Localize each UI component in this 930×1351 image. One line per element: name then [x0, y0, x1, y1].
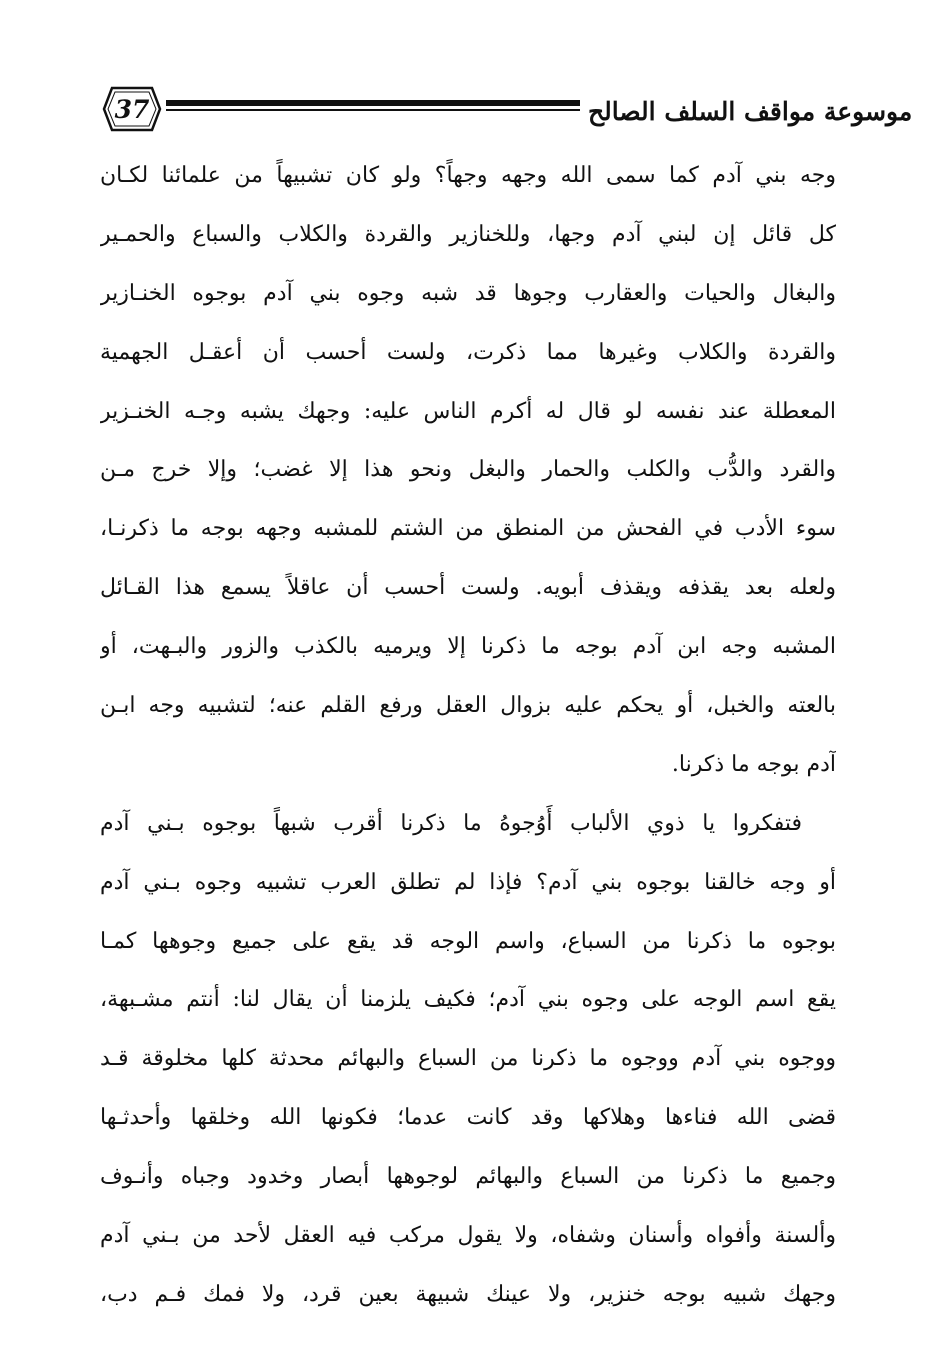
text-line: كل قائل إن لبني آدم وجها، وللخنازير والقردة والكلاب والسباع والحمـير — [100, 221, 836, 247]
body-text — [100, 147, 836, 1325]
text-line: بوجوه ما ذكرنا من السباع، واسم الوجه قد يقع على جميع وجوهها كمـا — [100, 928, 836, 954]
text-line: وجهك شبيه بوجه خنزير، ولا عينك شبيهة بعين قرد، ولا فمك فـم دب، — [100, 1281, 836, 1307]
page-number-badge — [102, 86, 162, 132]
text-line: أو وجه خالقنا بوجوه بني آدم؟ فإذا لم تطلق العرب تشبيه وجوه بـني آدم — [100, 869, 836, 895]
text-line: فتفكروا يا ذوي الألباب أَوُجوهُ ما ذكرنا أقرب شبهاً بوجوه بـني آدم — [100, 810, 802, 836]
text-line: وجميع ما ذكرنا من السباع والبهائم لوجوهها أبصار وخدود وجباه وأنـوف — [100, 1164, 836, 1190]
text-line: وجه بني آدم كما سمى الله وجهه وجهاً؟ ولو كان تشبيهاً من علمائنا لكـان — [100, 163, 836, 188]
paragraph-1 — [100, 147, 836, 795]
text-line: سوء الأدب في الفحش من المنطق من الشتم للمشبه وجهه بوجه ما ذكرنـا، — [100, 516, 836, 542]
text-line: ولعله بعد يقذفه ويقذف أبويه. ولست أحسب أن عاقلاً يسمع هذا القـائل — [100, 575, 836, 601]
text-line: بالعته والخبل، أو يحكم عليه بزوال العقل ورفع القلم عنه؛ لتشبيه وجه ابـن — [100, 693, 836, 719]
text-line: المعطلة عند نفسه لو قال له أكرم الناس عليه: وجهك يشبه وجـه الخنـزير — [100, 398, 836, 424]
text-line: والبغال والحيات والعقارب وجوها قد شبه وجوه بني آدم بوجوه الخنـازير — [100, 280, 836, 306]
paragraph-2 — [100, 795, 836, 1325]
text-line: المشبه وجه ابن آدم بوجه ما ذكرنا إلا ويرميه بالكذب والزور والبـهت، أو — [100, 634, 836, 660]
page-number: 37 — [114, 94, 150, 124]
text-line: والقرد والدُّب والكلب والحمار والبغل ونحو هذا إلا غضب؛ وإلا خرج مـن — [100, 457, 836, 483]
text-line: ووجوه بني آدم ووجوه ما ذكرنا من السباع والبهائم محدثة كلها مخلوقة قـد — [100, 1046, 836, 1072]
header-rule — [166, 100, 580, 112]
text-line: يقع اسم الوجه على وجوه بني آدم؛ فكيف يلزمنا أن يقال لنا: أنتم مشـبهة، — [100, 987, 836, 1013]
text-line: قضى الله فناءها وهلاكها وقد كانت عدما؛ فكونها الله وخلقها وأحدثـها — [100, 1105, 836, 1131]
text-line: وألسنة وأفواه وأسنان وشفاه، ولا يقول مركب فيه العقل لأحد من بـني آدم — [100, 1223, 836, 1249]
text-line: آدم بوجه ما ذكرنا. — [671, 751, 836, 777]
book-title: موسوعة مواقف السلف الصالح — [588, 96, 913, 126]
page-header — [0, 0, 930, 150]
text-line: والقردة والكلاب وغيرها مما ذكرت، ولست أحسب أن أعقـل الجهمية — [100, 339, 836, 365]
